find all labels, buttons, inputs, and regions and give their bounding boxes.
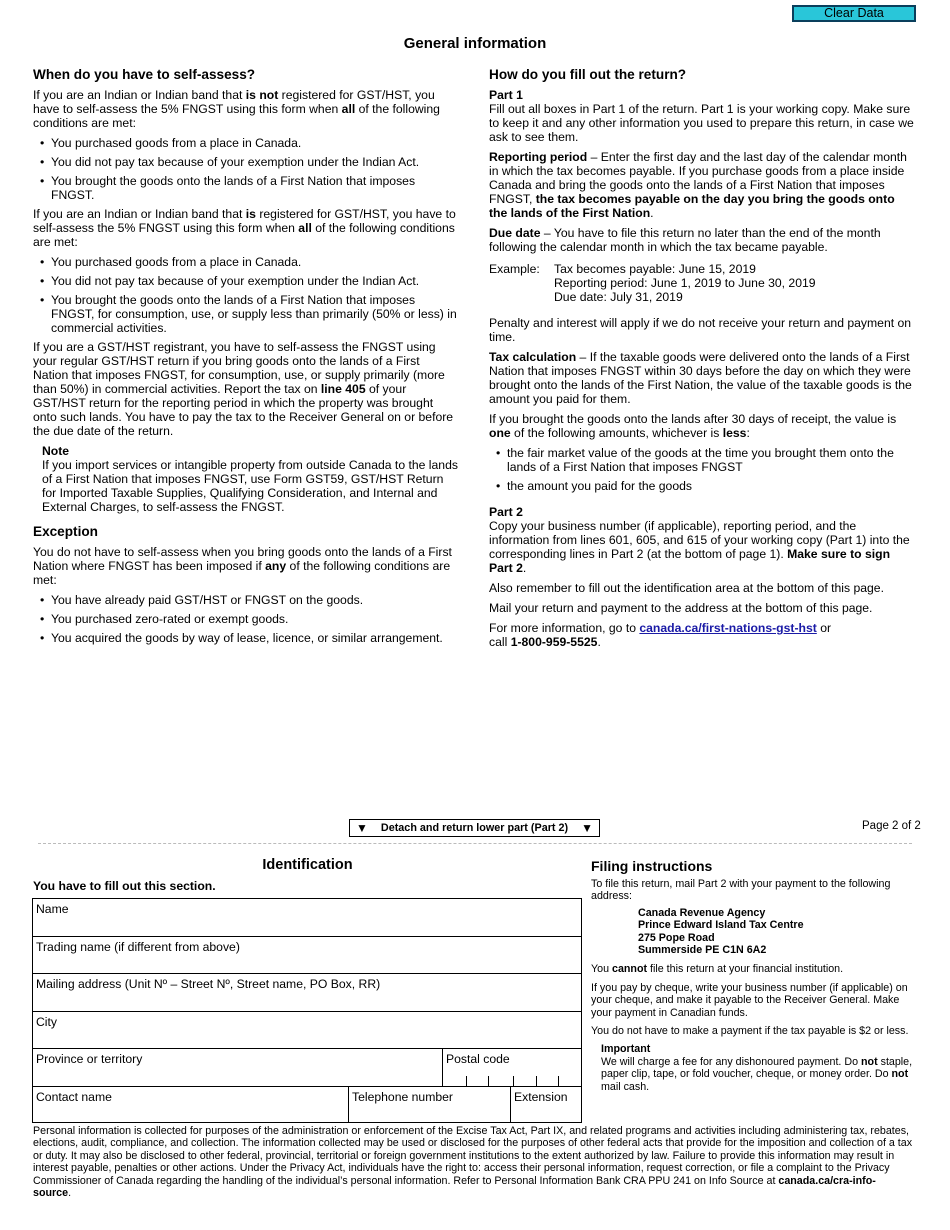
list-item: • the fair market value of the goods at the time you brought them onto the lands of a First Nation that imposes FNGST — [489, 446, 914, 474]
field-label: Province or territory — [36, 1052, 143, 1066]
due-date-paragraph: Due date – You have to file this return no later than the end of the month following the calendar month in which the tax became payable. — [489, 226, 881, 254]
detach-label: Detach and return lower part (Part 2) — [380, 822, 569, 834]
example-block — [489, 262, 914, 304]
field-label: Name — [36, 902, 69, 916]
city-field[interactable] — [33, 1012, 581, 1050]
cheque-text: If you pay by cheque, write your business number (if applicable) on your cheque, and make it payable to the Receiver General. Make your payment in Canadian funds. — [591, 981, 908, 1019]
list-item: • You did not pay tax because of your exemption under the Indian Act. — [33, 155, 458, 169]
list-item: • You brought the goods onto the lands of a First Nation that imposes FNGST. — [33, 174, 458, 202]
postal-code-ticks — [443, 1076, 581, 1086]
phone-number: 1-800-959-5525 — [510, 635, 598, 649]
mail-text: Mail your return and payment to the address at the bottom of this page. — [489, 601, 873, 615]
list-item: • You purchased goods from a place in Canada. — [33, 255, 458, 269]
also-remember-text: Also remember to fill out the identification area at the bottom of this page. — [489, 581, 884, 595]
part2-title: Part 2 — [489, 505, 523, 519]
field-label: Extension — [514, 1089, 568, 1104]
page-number: Page 2 of 2 — [862, 820, 921, 832]
info-source-link[interactable]: canada.ca/cra-info-source — [33, 1174, 876, 1200]
down-triangle-icon: ▼ — [356, 821, 368, 835]
example-line: Tax becomes payable: June 15, 2019 — [554, 262, 756, 276]
list-item: • the amount you paid for the goods — [489, 479, 914, 493]
first-nations-gst-hst-link[interactable]: canada.ca/first-nations-gst-hst — [639, 621, 817, 635]
list-item: • You purchased goods from a place in Canada. — [33, 136, 458, 150]
no-payment-text: You do not have to make a payment if the tax payable is $2 or less. — [591, 1025, 909, 1038]
contact-name-field[interactable] — [33, 1087, 349, 1123]
example-line: Reporting period: June 1, 2019 to June 30, 2019 — [554, 276, 816, 290]
address-line: Prince Edward Island Tax Centre — [638, 919, 804, 932]
registered-paragraph: If you are an Indian or Indian band that is registered for GST/HST, you have to self-assess the 5% FNGST using this form when all of the following conditions are met: — [33, 207, 456, 249]
exception-list — [33, 593, 458, 645]
cut-line — [38, 843, 912, 844]
address-line: Summerside PE C1N 6A2 — [638, 944, 767, 957]
identification-title: Identification — [262, 857, 353, 873]
field-label: Trading name (if different from above) — [36, 939, 240, 954]
reporting-period-paragraph: Reporting period – Enter the first day and the last day of the calendar month in which the tax becomes payable. If you purchase goods from a place inside Canada and bring the goods onto the lands of a First Nation that imposes FNGST, the tax becomes payable on the day you bring the goods onto the lands of the First Nation. — [489, 150, 907, 220]
filing-title: Filing instructions — [591, 858, 713, 874]
example-line: Due date: July 31, 2019 — [554, 290, 683, 304]
part1-text: Fill out all boxes in Part 1 of the return. Part 1 is your working copy. Make sure to keep it and any other information you used to prepare this return, in case we ask to see them. — [489, 102, 914, 144]
extension-field[interactable] — [511, 1087, 581, 1123]
list-item: • You did not pay tax because of your exemption under the Indian Act. — [33, 274, 458, 288]
note-box — [42, 444, 458, 514]
identification-form — [32, 898, 582, 1123]
important-title: Important — [601, 1043, 651, 1056]
address-line: Canada Revenue Agency — [638, 906, 766, 919]
list-item: • You brought the goods onto the lands of a First Nation that imposes FNGST, for consumption, use, or supply less than primarily (50% or less) in commercial activities. — [33, 293, 458, 335]
penalty-paragraph: Penalty and interest will apply if we do not receive your return and payment on time. — [489, 316, 912, 344]
name-field[interactable] — [33, 899, 581, 937]
cannot-file-text: You cannot file this return at your financial institution. — [591, 963, 844, 976]
self-assess-heading: When do you have to self-assess? — [33, 67, 256, 82]
note-text: If you import services or intangible property from outside Canada to the lands of a First Nation that imposes FNGST, use Form GST59, GST/HST Return for Imported Taxable Supplies, Qualifying Consideration, and Internal and External Charges, to self-assess the FNGST. — [42, 458, 458, 514]
list-item: • You purchased zero-rated or exempt goods. — [33, 612, 458, 626]
after-30-days-paragraph: If you brought the goods onto the lands after 30 days of receipt, the value is one of the following amounts, whichever is less: — [489, 412, 897, 440]
province-postal-row — [33, 1049, 581, 1087]
conditions-list-2 — [33, 255, 458, 335]
address-line: 275 Pope Road — [638, 931, 715, 944]
postal-code-field[interactable] — [443, 1049, 581, 1086]
field-label: Telephone number — [352, 1089, 453, 1104]
important-box — [601, 1043, 921, 1093]
important-text: We will charge a fee for any dishonoured payment. Do not staple, paper clip, tape, or fold voucher, cheque, or money order. Do not mail cash. — [601, 1055, 913, 1093]
more-info-paragraph: For more information, go to canada.ca/first-nations-gst-hst or call 1-800-959-5525. — [489, 621, 832, 649]
part1-title: Part 1 — [489, 88, 523, 102]
filing-instructions — [591, 859, 921, 1093]
page-title: General information — [403, 35, 547, 52]
mailing-address-field[interactable] — [33, 974, 581, 1012]
detach-banner — [349, 819, 600, 837]
privacy-notice: Personal information is collected for purposes of the administration or enforcement of the Excise Tax Act, Part IX, and related programs and activities including administering tax, rebates, elections, audit, compliance, and collection. The information collected may be used or disclosed for the purposes of other federal acts that provide for the imposition and collection of a tax or duty. It may also be disclosed to other federal, provincial, territorial or foreign government institutions to the extent authorized by law. Failure to provide this information may result in interest payable, penalties or other actions. Under the Privacy Act, individuals have the right to: access their personal information, request correction, or file a complaint to the Privacy Commissioner of Canada regarding the handling of the individual’s personal information. Refer to Personal Information Bank CRA PPU 241 on Info Source at canada.ca/cra-info-source. — [33, 1125, 913, 1200]
contact-row — [33, 1087, 581, 1123]
example-label: Example: — [489, 262, 540, 276]
exception-paragraph: You do not have to self-assess when you bring goods onto the lands of a First Nation where FNGST has been imposed if any of the following conditions are met: — [33, 545, 452, 587]
clear-data-button[interactable]: Clear Data — [792, 5, 916, 22]
conditions-list-1 — [33, 136, 458, 202]
exception-heading: Exception — [33, 524, 98, 539]
identification-subtitle: You have to fill out this section. — [33, 879, 216, 893]
field-label: Postal code — [446, 1052, 510, 1066]
list-item: • You acquired the goods by way of lease, licence, or similar arrangement. — [33, 631, 458, 645]
field-label: Contact name — [36, 1089, 112, 1104]
telephone-field[interactable] — [349, 1087, 511, 1123]
trading-name-field[interactable] — [33, 937, 581, 975]
tax-calculation-paragraph: Tax calculation – If the taxable goods were delivered onto the lands of a First Nation that imposes FNGST within 30 days before the day on which they were brought onto the lands of the First Nation, the value of the taxable goods is the amount you paid for them. — [489, 350, 912, 406]
not-registered-paragraph: If you are an Indian or Indian band that is not registered for GST/HST, you have to self-assess the 5% FNGST using this form when all of the following conditions are met: — [33, 88, 440, 130]
part2-text: Copy your business number (if applicable), reporting period, and the information from lines 601, 605, and 615 of your working copy (Part 1) into the corresponding lines in Part 2 (at the bottom of page 1). Make sure to sign Part 2. — [489, 519, 910, 575]
fill-out-heading: How do you fill out the return? — [489, 67, 687, 82]
right-column — [489, 67, 914, 655]
left-column — [33, 67, 458, 650]
registrant-paragraph: If you are a GST/HST registrant, you have to self-assess the FNGST using your regular GST/HST return if you bring goods onto the lands of a First Nation that imposes FNGST, for consumption, use, or supply primarily (more than 50%) in commercial activities. Report the tax on line 405 of your GST/HST return for the reporting period in which the property was brought onto such lands. You have to pay the tax to the Receiver General on or before the due date of the return. — [33, 340, 454, 438]
note-title: Note — [42, 444, 70, 458]
down-triangle-icon: ▼ — [581, 821, 593, 835]
filing-intro: To file this return, mail Part 2 with your payment to the following address: — [591, 878, 891, 903]
mailing-address-block — [638, 907, 921, 957]
field-label: Mailing address (Unit Nº – Street Nº, Street name, PO Box, RR) — [36, 977, 381, 991]
field-label: City — [36, 1014, 57, 1029]
value-options-list — [489, 446, 914, 493]
list-item: • You have already paid GST/HST or FNGST on the goods. — [33, 593, 458, 607]
province-field[interactable] — [33, 1049, 443, 1086]
